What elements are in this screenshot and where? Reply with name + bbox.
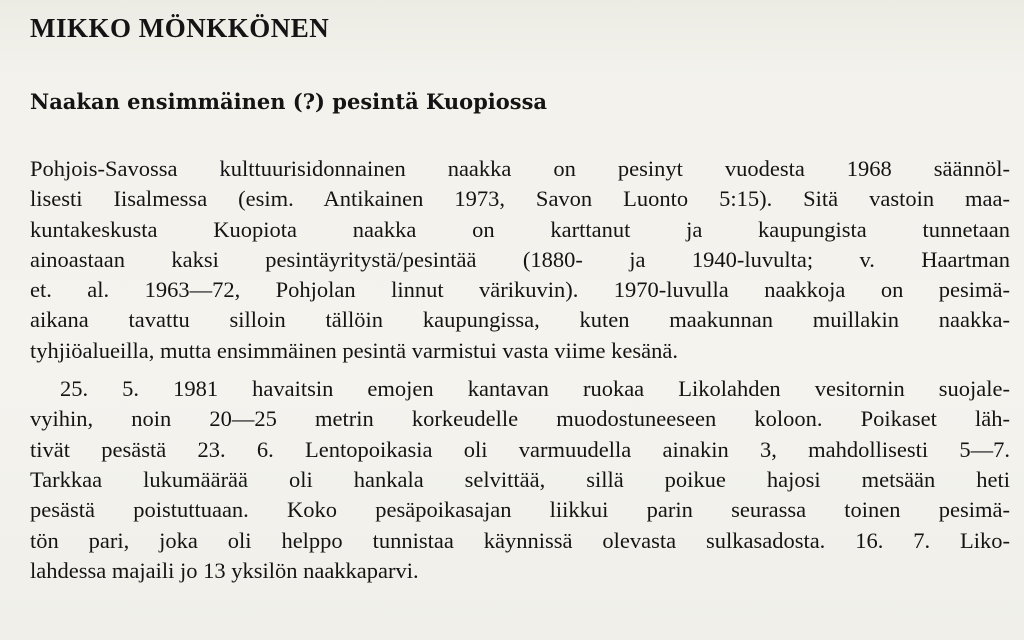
text-line: tyhjiöalueilla, mutta ensimmäinen pesintä varmistui vasta viime kesänä. (30, 337, 678, 363)
paragraph-1 (30, 154, 1010, 366)
text-line: pesästä poistuttuaan. Koko pesäpoikasajan liikkui parin seurassa toinen pesimä- (30, 497, 1010, 523)
article-title: Naakan ensimmäinen (?) pesintä Kuopiossa (30, 89, 548, 114)
text-line: Pohjois-Savossa kulttuurisidonnainen naakka on pesinyt vuodesta 1968 säännöl- (30, 156, 1010, 181)
document-page (30, 12, 1010, 586)
article-body (30, 154, 1010, 586)
text-line: Tarkkaa lukumäärää oli hankala selvittää, sillä poikue hajosi metsään heti (30, 466, 1010, 492)
text-line: 25. 5. 1981 havaitsin emojen kantavan ruokaa Likolahden vesitornin suojale- (60, 376, 1010, 402)
text-line: ainoastaan kaksi pesintäyritystä/pesintää (1880- ja 1940-luvulta; v. Haartman (30, 246, 1010, 272)
text-line: vyihin, noin 20—25 metrin korkeudelle muodostuneeseen koloon. Poikaset läh- (30, 406, 1010, 432)
author-name: MIKKO MÖNKKÖNEN (30, 13, 330, 43)
text-line: kuntakeskusta Kuopiota naakka on karttanut ja kaupungista tunnetaan (30, 216, 1010, 242)
paragraph-2 (30, 374, 1010, 586)
text-line: tivät pesästä 23. 6. Lentopoikasia oli varmuudella ainakin 3, mahdollisesti 5—7. (30, 436, 1010, 462)
text-line: tön pari, joka oli helppo tunnistaa käynnissä olevasta sulkasadosta. 16. 7. Liko- (30, 527, 1010, 553)
text-line: aikana tavattu silloin tällöin kaupungissa, kuten maakunnan muillakin naakka- (30, 307, 1010, 333)
text-line: lahdessa majaili jo 13 yksilön naakkaparvi. (30, 557, 419, 583)
text-line: et. al. 1963—72, Pohjolan linnut värikuvin). 1970-luvulla naakkoja on pesimä- (30, 277, 1010, 303)
text-line: lisesti Iisalmessa (esim. Antikainen 1973, Savon Luonto 5:15). Sitä vastoin maa- (30, 186, 1010, 212)
